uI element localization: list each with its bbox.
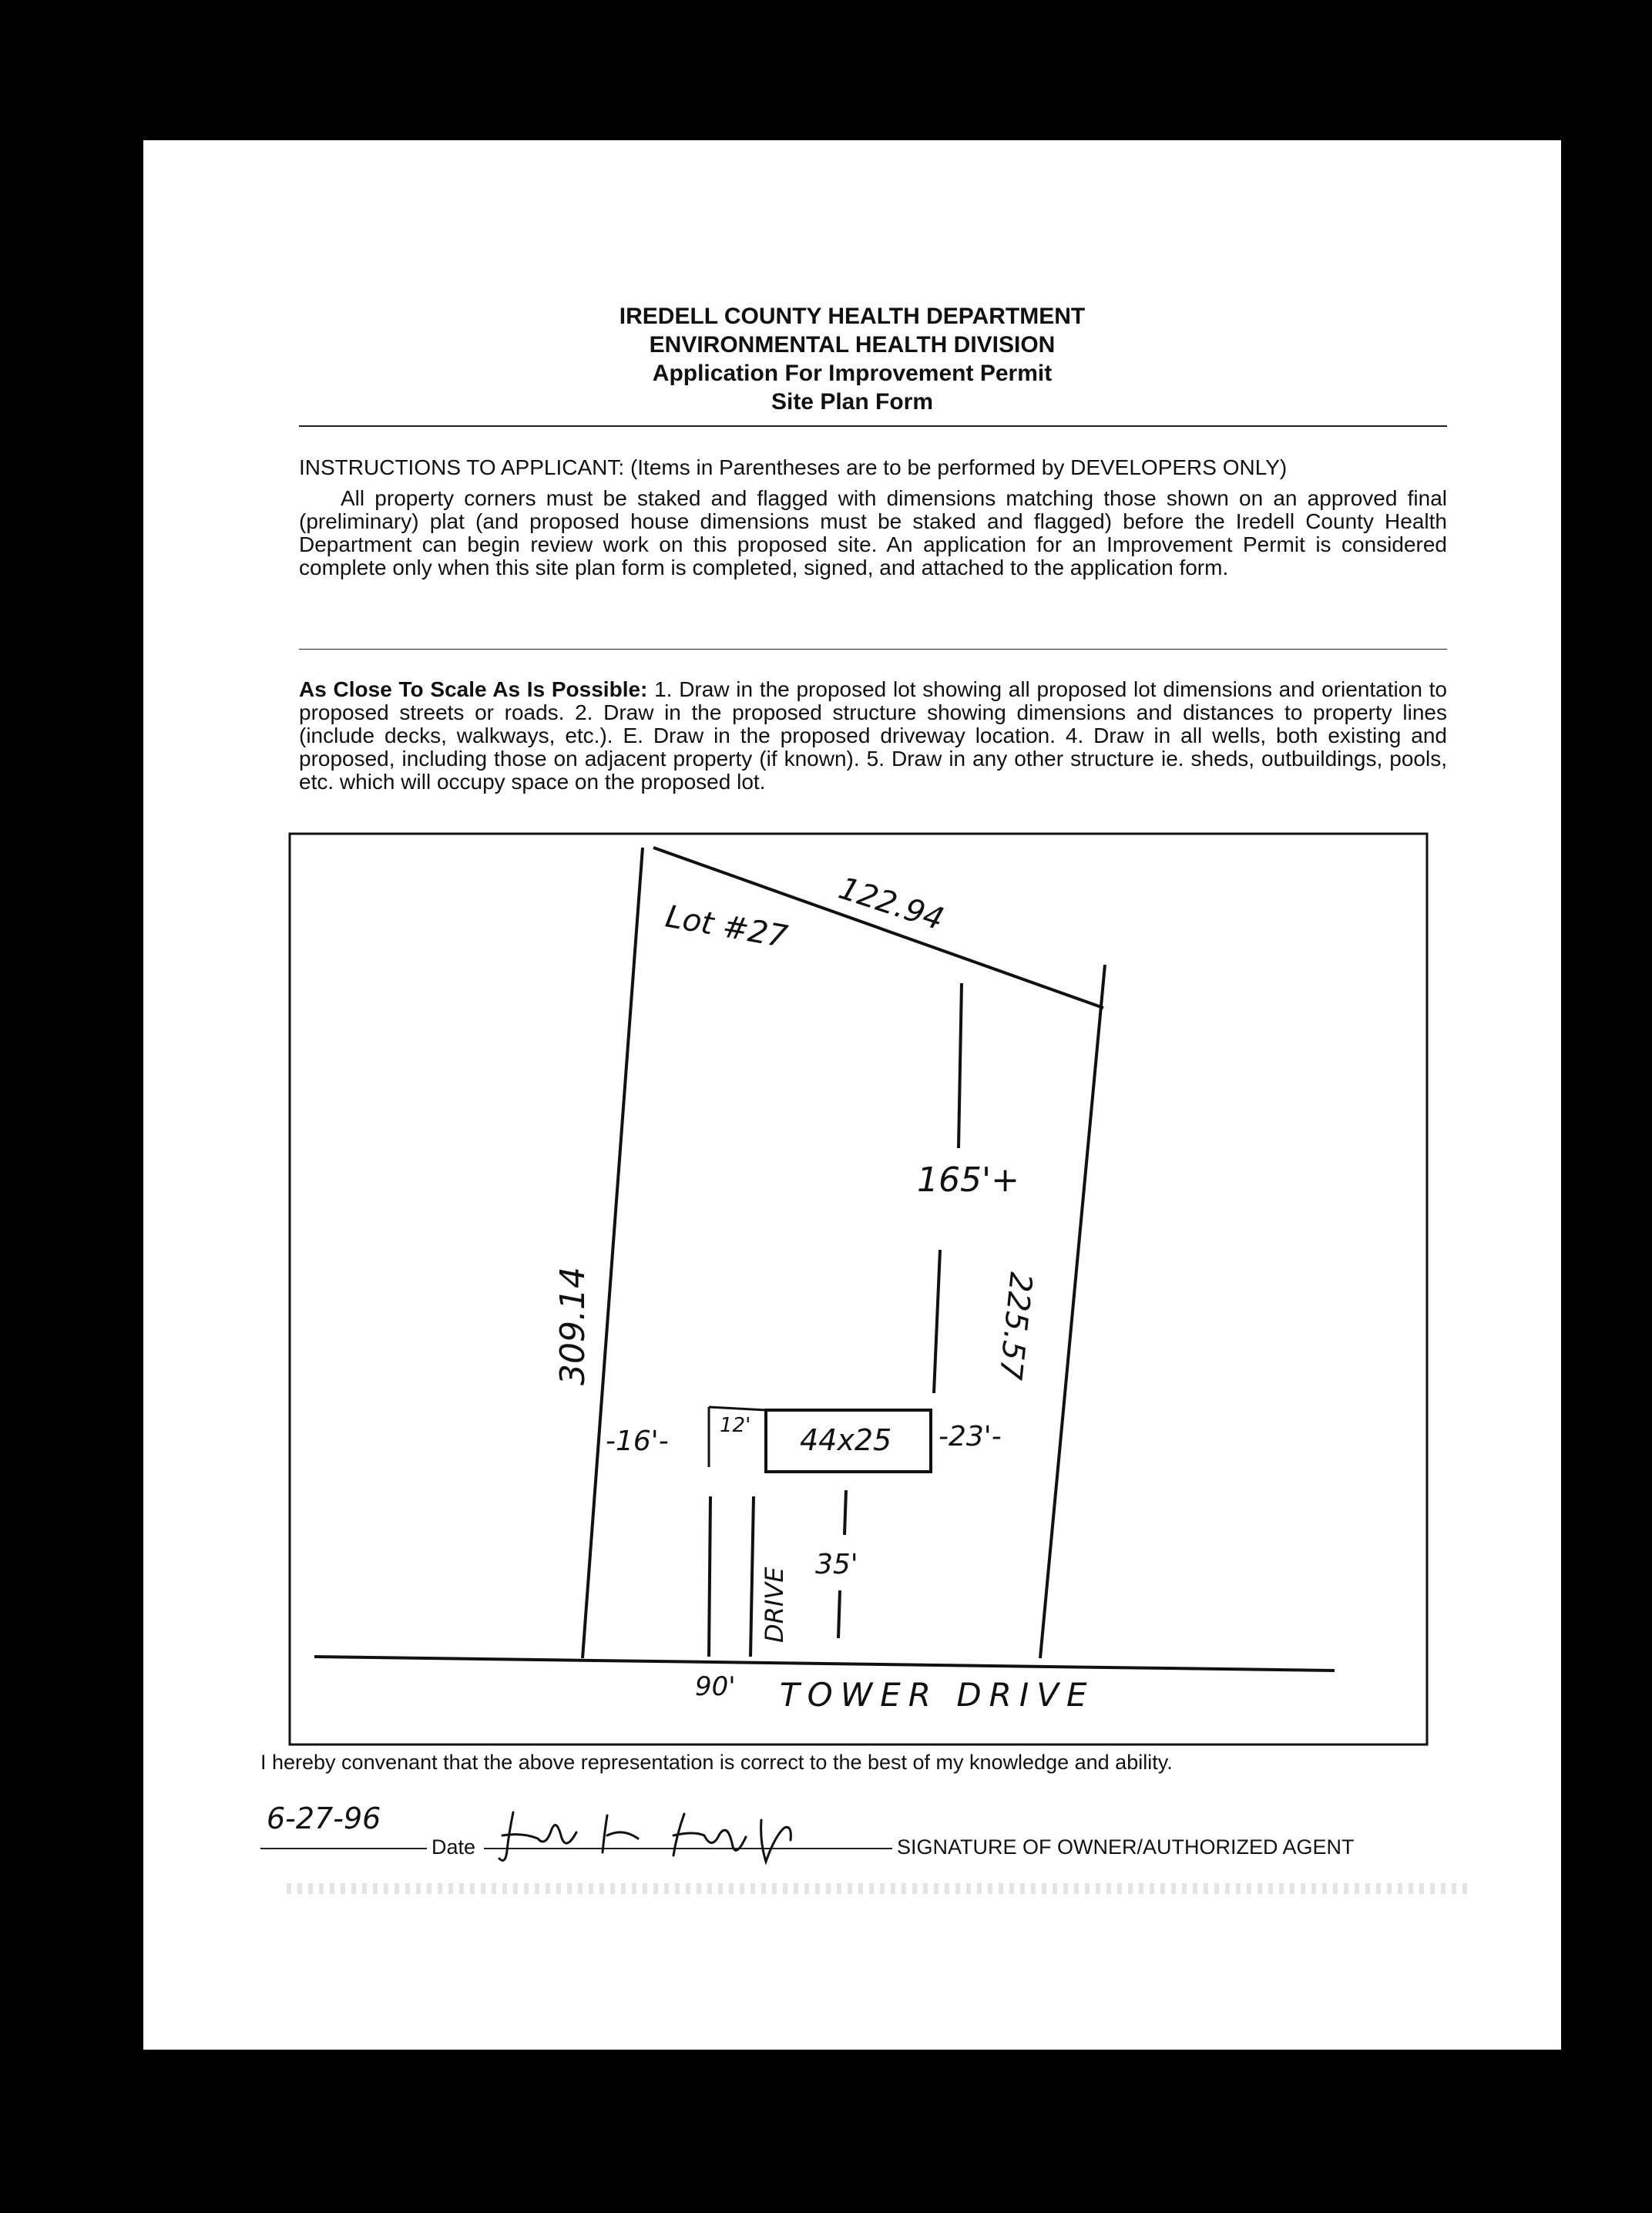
scale-instructions-text: 1. Draw in the proposed lot showing all proposed lot dimensions and orientation to proposed streets or roads. 2. Draw in the proposed structure showing dimensions and distances to property lines (include decks, walkways, etc.). E. Draw in the proposed driveway location. 4. Draw in all wells, both existing and proposed, including those on adjacent property (if known). 5. Draw in any other structure ie. sheds, outbuildings, pools, etc. which will occupy space on the proposed lot. (299, 677, 1447, 794)
driveway-left-line (709, 1496, 710, 1657)
header-division: ENVIRONMENTAL HEALTH DIVISION (649, 332, 1056, 358)
garage-top-edge (709, 1407, 766, 1410)
street-name-label: TOWER DRIVE (780, 1676, 1095, 1714)
rear-dimension-label: 122.94 (834, 870, 949, 938)
front-setback-label: 35' (815, 1549, 858, 1580)
depth-dimension-label: 165'+ (917, 1160, 1019, 1200)
street-line (314, 1657, 1335, 1671)
form-page (143, 140, 1561, 2050)
header-department: IREDELL COUNTY HEALTH DEPARTMENT (619, 304, 1086, 329)
scale-instructions-lead: As Close To Scale As Is Possible: (299, 677, 648, 701)
covenant-statement: I hereby convenant that the above representation is correct to the best of my knowledge and ability. (260, 1751, 1173, 1774)
instructions-title: INSTRUCTIONS TO APPLICANT: (Items in Parentheses are to be performed by DEVELOPERS ONLY) (299, 455, 1288, 479)
header-form-title: Site Plan Form (771, 389, 934, 415)
instructions-body: All property corners must be staked and flagged with dimensions matching those shown on an approved final (preliminary) plat (and proposed house dimensions must be staked and flagged) before the Iredell County Health Department can begin review work on this proposed site. An application for an Improvement Permit is considered complete only when this site plan form is completed, signed, and attached to the application form. (299, 486, 1447, 579)
bleed-through-line (287, 1883, 1473, 1894)
date-value: 6-27-96 (267, 1802, 381, 1835)
frontage-label: 90' (695, 1671, 736, 1702)
left-dimension-label: 309.14 (553, 1267, 593, 1385)
signature-label: SIGNATURE OF OWNER/AUTHORIZED AGENT (897, 1835, 1355, 1859)
front-setback-lower (838, 1590, 840, 1638)
lot-number-label: Lot #27 (663, 898, 791, 955)
handwritten-signature (492, 1805, 823, 1866)
depth-dimension-upper (959, 983, 962, 1148)
drive-width-label: 12' (720, 1414, 751, 1437)
date-label: Date (431, 1835, 476, 1859)
lot-left-line (583, 848, 643, 1658)
drive-label: DRIVE (760, 1567, 789, 1643)
lot-right-line (1040, 965, 1105, 1658)
signature-row (260, 1802, 1493, 1865)
depth-dimension-lower (934, 1250, 940, 1393)
site-plan-frame (290, 834, 1427, 1745)
left-setback-label: -16'- (606, 1426, 669, 1457)
driveway-right-line (750, 1496, 754, 1657)
header-application: Application For Improvement Permit (652, 361, 1053, 386)
right-dimension-label: 225.57 (992, 1270, 1039, 1382)
front-setback-upper (844, 1490, 846, 1535)
house-size-label: 44x25 (800, 1423, 892, 1457)
right-setback-label: -23'- (938, 1421, 1002, 1452)
